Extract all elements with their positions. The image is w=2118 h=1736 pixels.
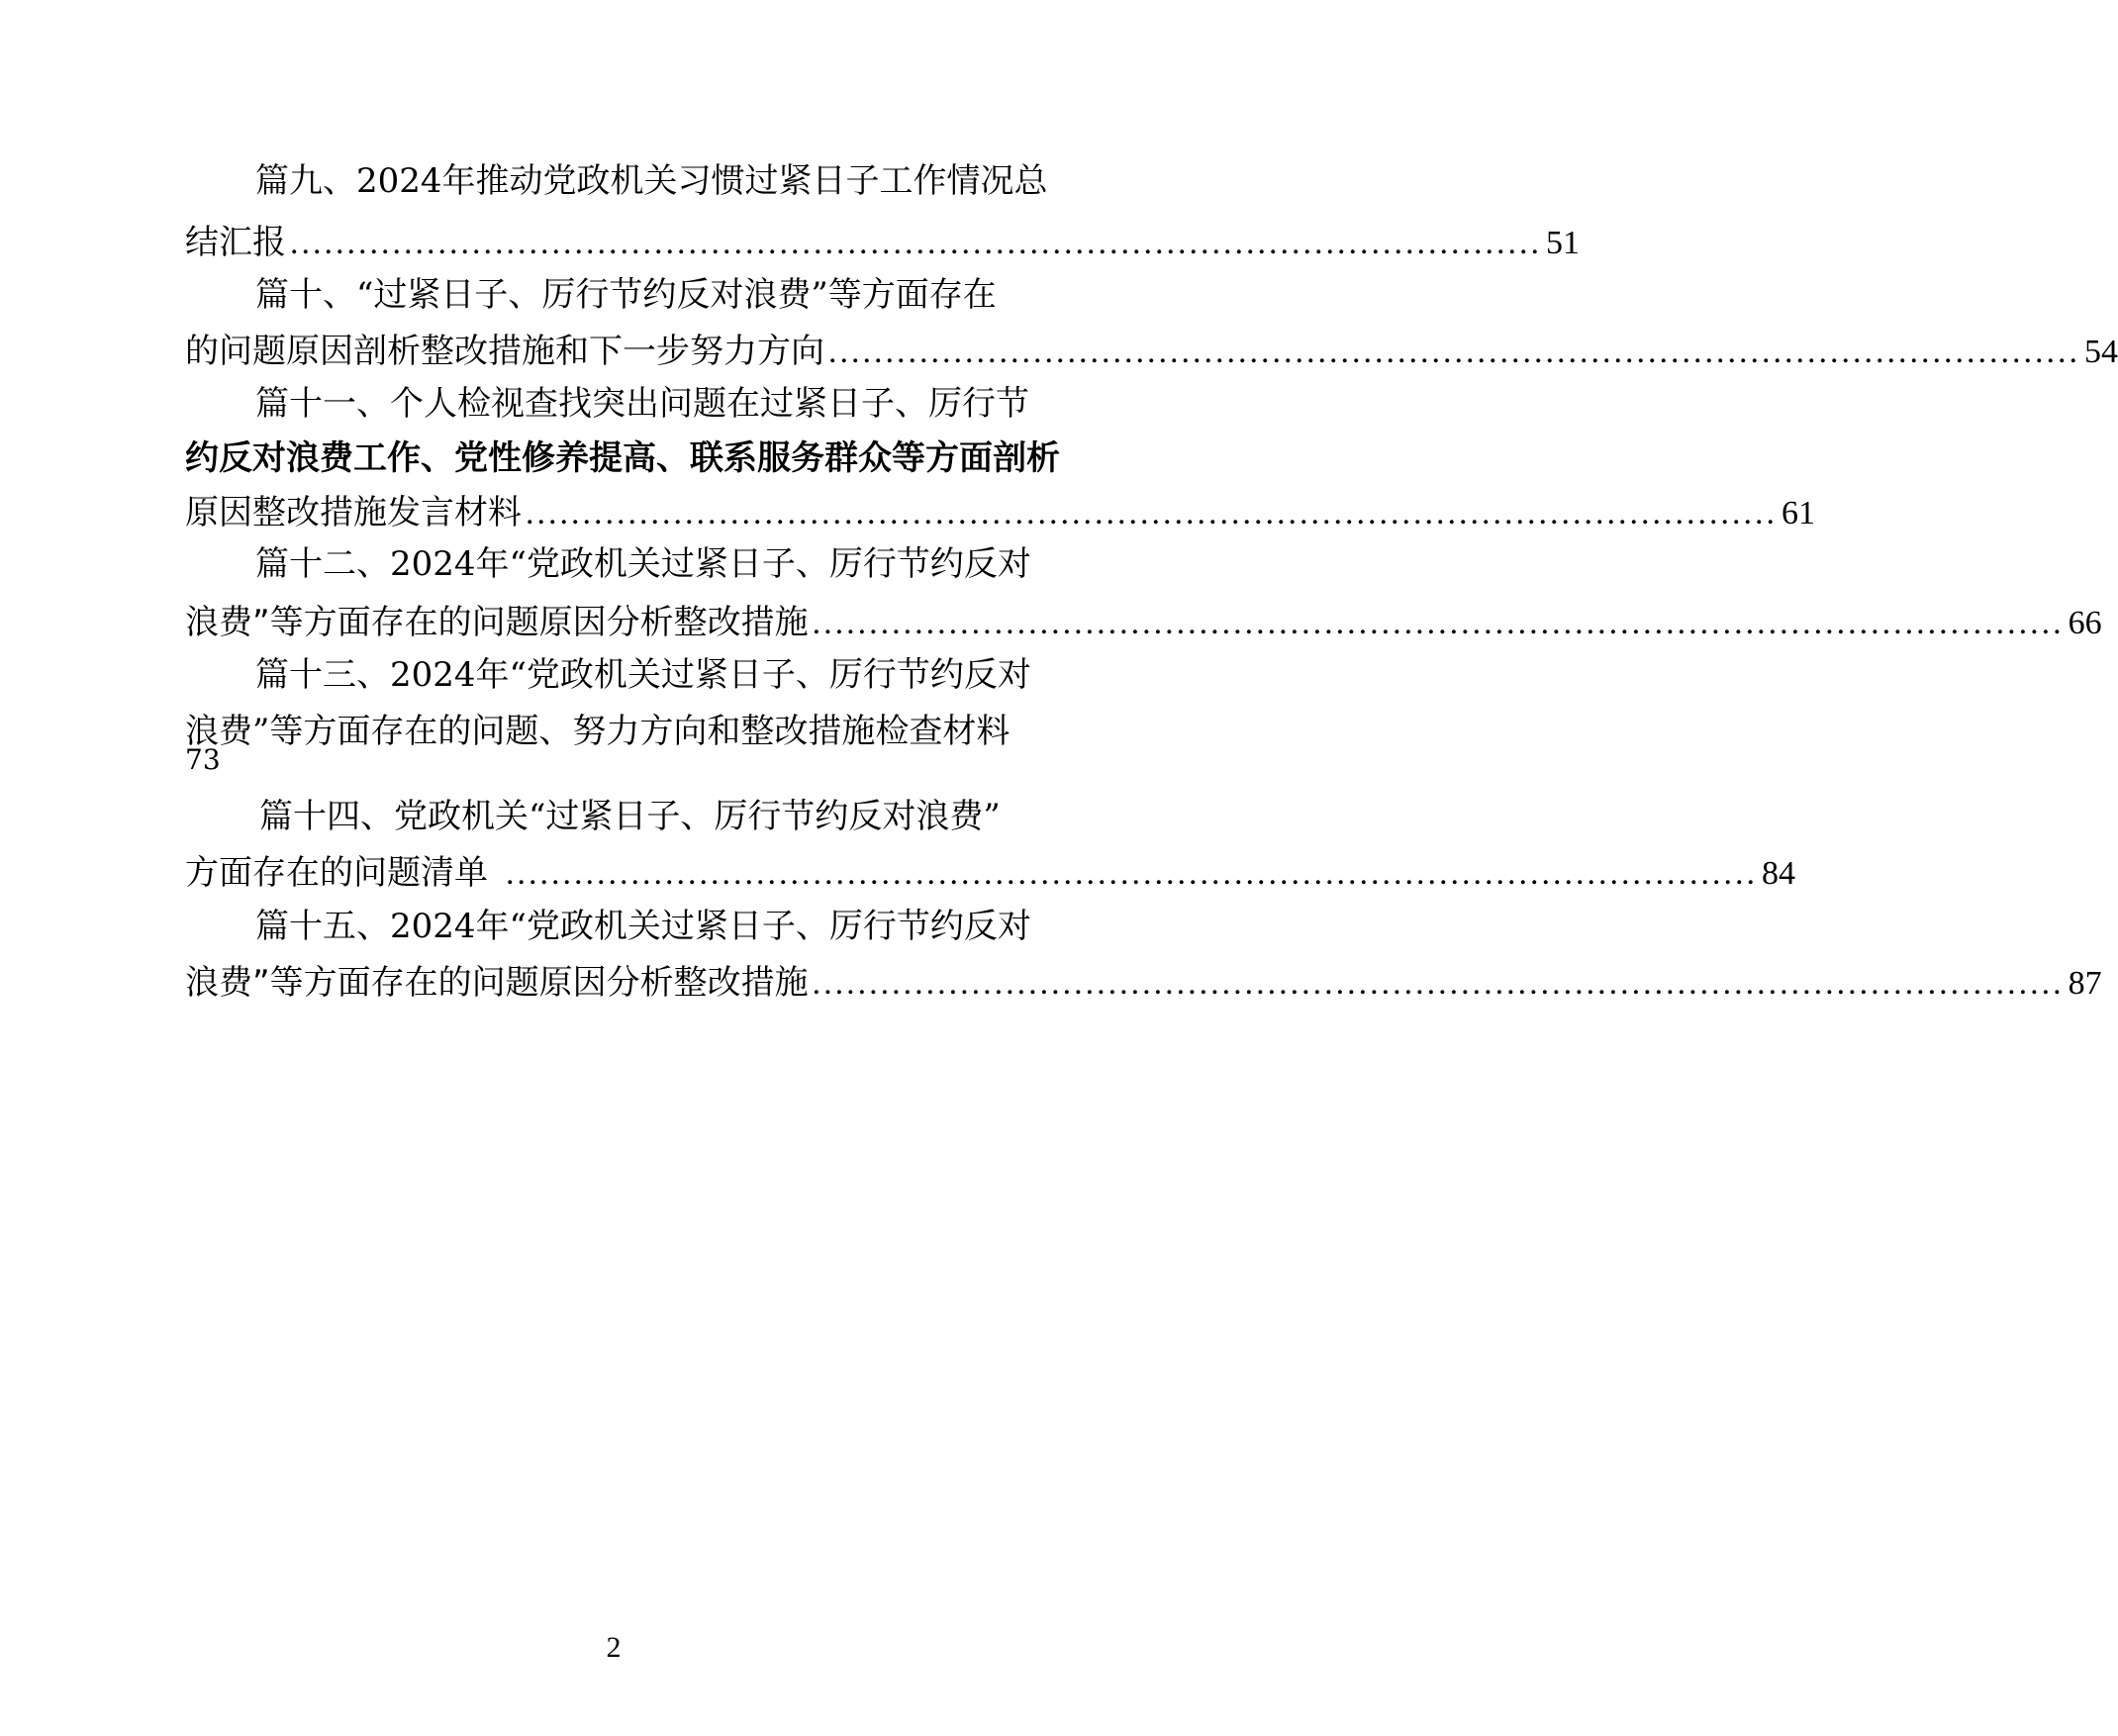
toc-entry-10-page: 54 [2084, 334, 2118, 370]
toc-leader-dots: .............................................................................................................. [812, 965, 2065, 1002]
toc-entry-12-page: 66 [2068, 605, 2102, 641]
toc-entry-14-title-line1: 篇十四、党政机关“过紧日子、厉行节约反对浪费” [259, 797, 1001, 836]
toc-entry-9-title-line1: 篇九、2024年推动党政机关习惯过紧日子工作情况总 [255, 161, 1048, 201]
toc-leader-dots: .............................................................................................................. [828, 334, 2080, 370]
toc-entry-10-title-line2: 的问题原因剖析整改措施和下一步努力方向 [185, 332, 824, 371]
toc-entry-14-title-line2: 方面存在的问题清单 [185, 853, 488, 893]
toc-entry-15[interactable] [185, 958, 2102, 1008]
toc-entry-12-title-line1: 篇十二、2024年“党政机关过紧日子、厉行节约反对 [255, 544, 1031, 584]
toc-entry-11-title-line1: 篇十一、个人检视查找突出问题在过紧日子、厉行节 [255, 384, 1029, 424]
toc-entry-13-page: 73 [185, 743, 221, 776]
toc-entry-14-page: 84 [1762, 855, 1795, 892]
toc-entry-15-title-line2: 浪费”等方面存在的问题原因分析整改措施 [185, 963, 809, 1003]
toc-entry-15-page: 87 [2068, 965, 2102, 1002]
toc-leader-dots: .............................................................................................................. [526, 495, 1778, 531]
toc-entry-9-title-line2: 结汇报 [185, 223, 286, 262]
toc-entry-11-title-line2: 约反对浪费工作、党性修养提高、联系服务群众等方面剖析 [185, 438, 1060, 478]
toc-entry-14[interactable] [185, 848, 1795, 898]
toc-entry-13-title-line1: 篇十三、2024年“党政机关过紧日子、厉行节约反对 [255, 655, 1031, 695]
toc-entry-9-page: 51 [1546, 225, 1580, 261]
toc-leader-dots: .............................................................................................................. [290, 225, 1542, 261]
toc-entry-10-title-line1: 篇十、“过紧日子、厉行节约反对浪费”等方面存在 [255, 275, 997, 315]
page-number: 2 [606, 1631, 622, 1664]
toc-leader-dots: .............................................................................................................. [812, 605, 2065, 641]
toc-entry-13-title-line2[interactable]: 浪费”等方面存在的问题、努力方向和整改措施检查材料 [185, 712, 1011, 751]
toc-entry-12[interactable] [185, 598, 2102, 647]
toc-entry-11[interactable] [185, 488, 1815, 537]
toc-entry-15-title-line1: 篇十五、2024年“党政机关过紧日子、厉行节约反对 [255, 907, 1031, 946]
toc-entry-10[interactable] [185, 327, 2118, 376]
toc-entry-11-page: 61 [1781, 495, 1815, 531]
toc-entry-9[interactable] [185, 218, 1580, 267]
toc-entry-12-title-line2: 浪费”等方面存在的问题原因分析整改措施 [185, 603, 809, 642]
toc-leader-dots: .............................................................................................................. [506, 855, 1758, 892]
toc-entry-11-title-line3: 原因整改措施发言材料 [185, 493, 522, 532]
